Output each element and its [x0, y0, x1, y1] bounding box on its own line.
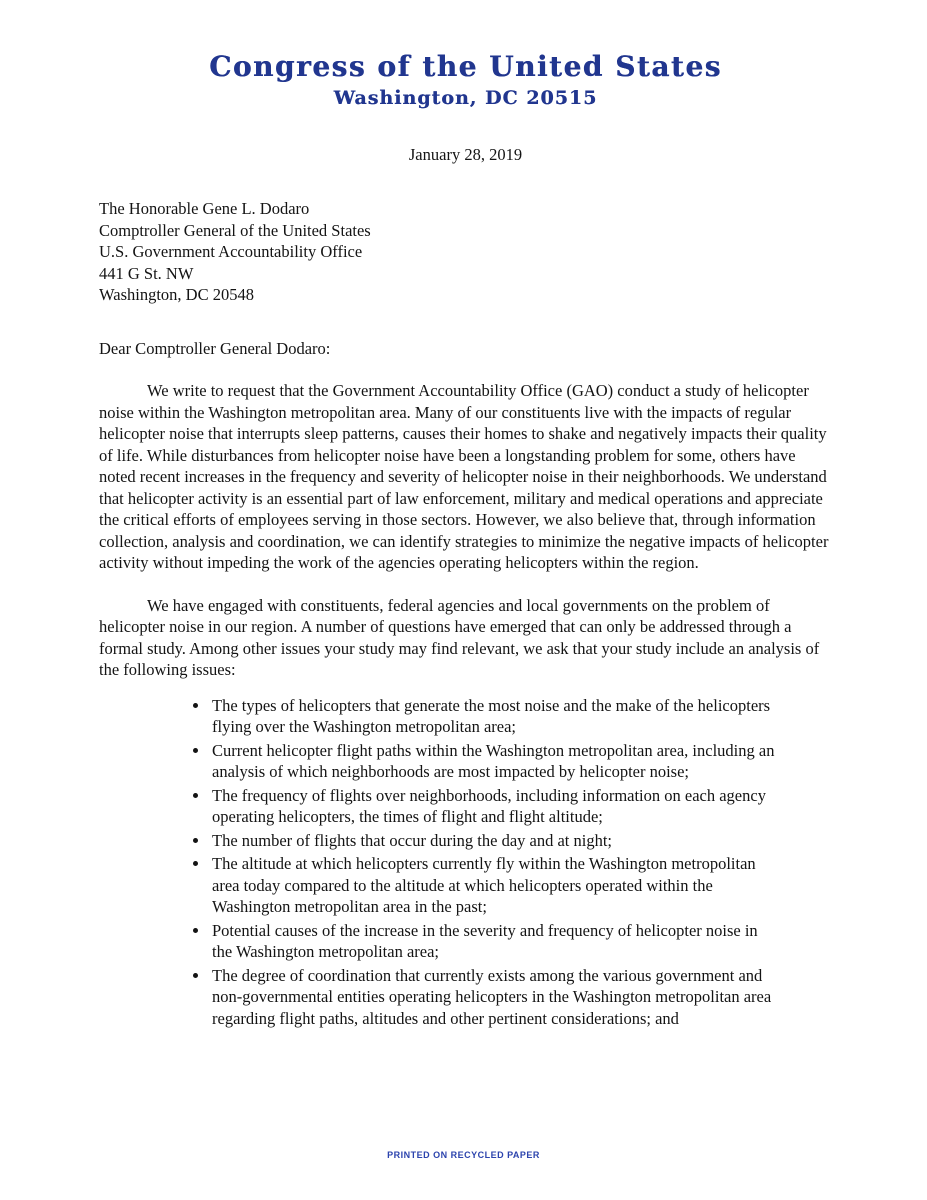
date-line: January 28, 2019 — [408, 145, 523, 164]
bullet-item: • The number of flights that occur during the day and at night; — [210, 830, 777, 852]
recipient-line: Comptroller General of the United States — [99, 220, 371, 240]
letterhead-title: Congress of the United States — [209, 50, 722, 83]
bullet-item: • The frequency of flights over neighborhoods, including information on each agency operating helicopters, the times of flight and flight altitude; — [210, 785, 777, 828]
footer-note: PRINTED ON RECYCLED PAPER — [387, 1150, 540, 1160]
body-paragraph-1: We write to request that the Government Accountability Office (GAO) conduct a study of helicopter noise within the Washington metropolitan area. Many of our constituents live with the impacts of regular helicopter noise that interrupts sleep patterns, causes their homes to shake and negatively impacts their quality of life. While disturbances from helicopter noise have been a longstanding problem for some, others have noted recent increases in the frequency and severity of helicopter noise in their neighborhoods. We understand that helicopter activity is an essential part of law enforcement, military and medical operations and appreciate the critical efforts of employees serving in those sectors. However, we also believe that, through information collection, analysis and coordination, we can identify strategies to minimize the negative impacts of helicopter activity without impeding the work of the agencies operating helicopters within the region. — [99, 381, 829, 572]
bullet-list — [183, 695, 832, 1030]
recipient-address — [99, 198, 832, 306]
bullet-item: • The types of helicopters that generate the most noise and the make of the helicopters flying over the Washington metropolitan area; — [210, 695, 777, 738]
salutation: Dear Comptroller General Dodaro: — [99, 338, 331, 358]
recipient-line: U.S. Government Accountability Office — [99, 242, 363, 261]
bullet-item: • Current helicopter flight paths within the Washington metropolitan area, including an analysis of which neighborhoods are most impacted by helicopter noise; — [210, 740, 777, 783]
recipient-line: Washington, DC 20548 — [99, 285, 254, 304]
body-paragraph-2: We have engaged with constituents, federal agencies and local governments on the problem of helicopter noise in our region. A number of questions have emerged that can only be addressed through a formal study. Among other issues your study may find relevant, we ask that your study include an analysis of the following issues: — [99, 595, 820, 679]
bullet-item: • The altitude at which helicopters currently fly within the Washington metropolitan area today compared to the altitude at which helicopters operated within the Washington metropolitan area in the past; — [210, 853, 777, 918]
recipient-line: The Honorable Gene L. Dodaro — [99, 199, 310, 218]
bullet-item: • The degree of coordination that currently exists among the various government and non-governmental entities operating helicopters in the Washington metropolitan area regarding flight paths, altitudes and other pertinent considerations; and — [210, 965, 777, 1030]
bullet-item: • Potential causes of the increase in the severity and frequency of helicopter noise in the Washington metropolitan area; — [210, 920, 777, 963]
letterhead-subtitle: Washington, DC 20515 — [333, 87, 598, 109]
recipient-line: 441 G St. NW — [99, 263, 194, 283]
letterhead — [99, 50, 832, 109]
